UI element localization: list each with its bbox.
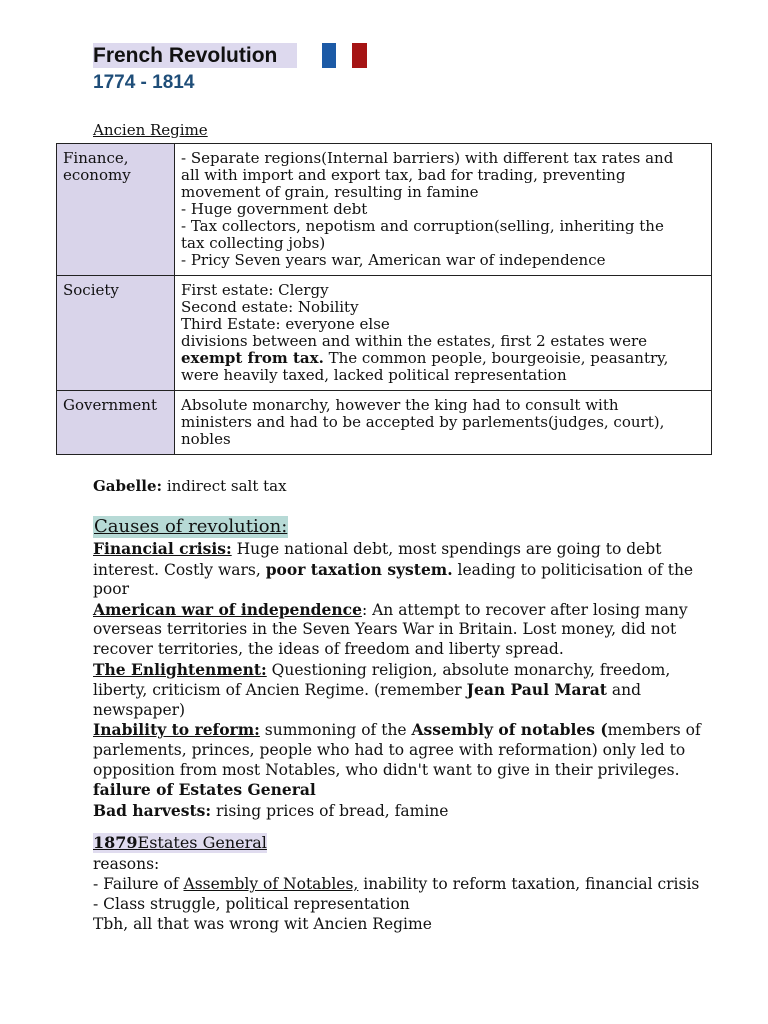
description-cell — [175, 391, 712, 455]
text-line: - Tax collectors, nepotism and corruption(selling, inheriting the — [181, 217, 664, 235]
text-line: - Separate regions(Internal barriers) with different tax rates and — [181, 149, 674, 167]
reason-item: Tbh, all that was wrong wit Ancien Regime — [93, 915, 432, 933]
category-cell: Finance, economy — [57, 144, 175, 276]
text-line: nobles — [181, 430, 231, 448]
cause-harvest — [93, 801, 705, 822]
text-run: rising prices of bread, famine — [211, 801, 449, 820]
bold-text: exempt from tax. — [181, 349, 324, 367]
flag-blue-stripe — [322, 43, 336, 68]
table-row — [57, 144, 712, 276]
cause-term: Financial crisis: — [93, 539, 232, 558]
ancien-regime-label: Ancien Regime — [93, 121, 208, 139]
estates-title: Estates General — [137, 833, 267, 852]
cause-term: Bad harvests: — [93, 800, 212, 820]
causes-heading: Causes of revolution: — [94, 516, 288, 537]
text-line: ministers and had to be accepted by parlements(judges, court), — [181, 413, 665, 431]
text-run: inability to reform taxation, financial crisis — [358, 875, 700, 893]
bold-text: failure of Estates General — [93, 780, 316, 800]
category-cell: Government — [57, 391, 175, 455]
cause-term: The Enlightenment: — [93, 659, 267, 679]
text-line: First estate: Clergy — [181, 281, 329, 299]
cause-inability — [93, 720, 705, 780]
page-title: French Revolution — [93, 43, 297, 68]
text-run: : An attempt to recover after losing many overseas territories in the Seven Years War in Britain. Lost money, did not recover territories, the ideas of freedom and liberty spread. — [93, 600, 688, 658]
text-run: The common people, bourgeoisie, peasantry, — [323, 349, 669, 367]
text-line: divisions between and within the estates, first 2 estates were — [181, 332, 648, 350]
text-run: leading to politicisation of the poor — [93, 560, 694, 599]
cause-failure — [93, 780, 705, 801]
bold-text: Jean Paul Marat — [466, 680, 607, 700]
text-line: - Huge government debt — [181, 200, 368, 218]
table-row — [57, 276, 712, 391]
ancien-regime-table — [56, 143, 712, 455]
estates-general-heading — [93, 833, 267, 853]
gabelle-text: indirect salt tax — [162, 477, 287, 495]
flag-red-stripe — [352, 43, 367, 68]
text-run: Huge national debt, most spendings are going to debt interest. Costly wars, — [93, 540, 662, 579]
gabelle-term: Gabelle: — [93, 477, 163, 495]
text-line: movement of grain, resulting in famine — [181, 183, 479, 201]
description-cell — [175, 276, 712, 391]
text-line: Second estate: Nobility — [181, 298, 359, 316]
causes-section — [93, 539, 705, 821]
category-cell: Society — [57, 276, 175, 391]
reasons-label: reasons: — [93, 855, 160, 873]
text-run: summoning of the — [259, 721, 412, 740]
date-range: 1774 - 1814 — [93, 72, 195, 93]
description-cell — [175, 144, 712, 276]
cause-term: Inability to reform: — [93, 720, 260, 740]
text-line: - Pricy Seven years war, American war of independence — [181, 251, 606, 269]
text-run: - Failure of — [93, 875, 184, 893]
text-run: Questioning religion, absolute monarchy, freedom, liberty, criticism of Ancien Regime. (remember — [93, 660, 671, 700]
assembly-link[interactable]: Assembly of Notables, — [183, 875, 359, 893]
bold-text: poor taxation system. — [265, 559, 453, 579]
text-line: Absolute monarchy, however the king had to consult with — [181, 396, 619, 414]
table-row — [57, 391, 712, 455]
text-line: tax collecting jobs) — [181, 234, 326, 252]
text-line — [181, 350, 705, 367]
cause-financial — [93, 539, 705, 600]
reason-item — [93, 874, 713, 894]
bold-text: Assembly of notables ( — [411, 720, 608, 740]
text-run: members of parlements, princes, people who had to agree with reformation) only led to opposition from most Notables, who didn't want to give in their privileges. — [93, 721, 701, 779]
cause-american — [93, 600, 705, 660]
gabelle-definition — [93, 477, 287, 496]
text-line: Third Estate: everyone else — [181, 315, 390, 333]
cause-enlightenment — [93, 660, 705, 721]
reason-item: - Class struggle, political representation — [93, 895, 410, 913]
text-run: and newspaper) — [93, 681, 642, 719]
cause-term: American war of independence — [93, 599, 362, 619]
text-line: were heavily taxed, lacked political representation — [181, 366, 567, 384]
text-line: all with import and export tax, bad for trading, preventing — [181, 166, 626, 184]
estates-general-section — [93, 854, 713, 934]
estates-year: 1879 — [93, 833, 138, 852]
